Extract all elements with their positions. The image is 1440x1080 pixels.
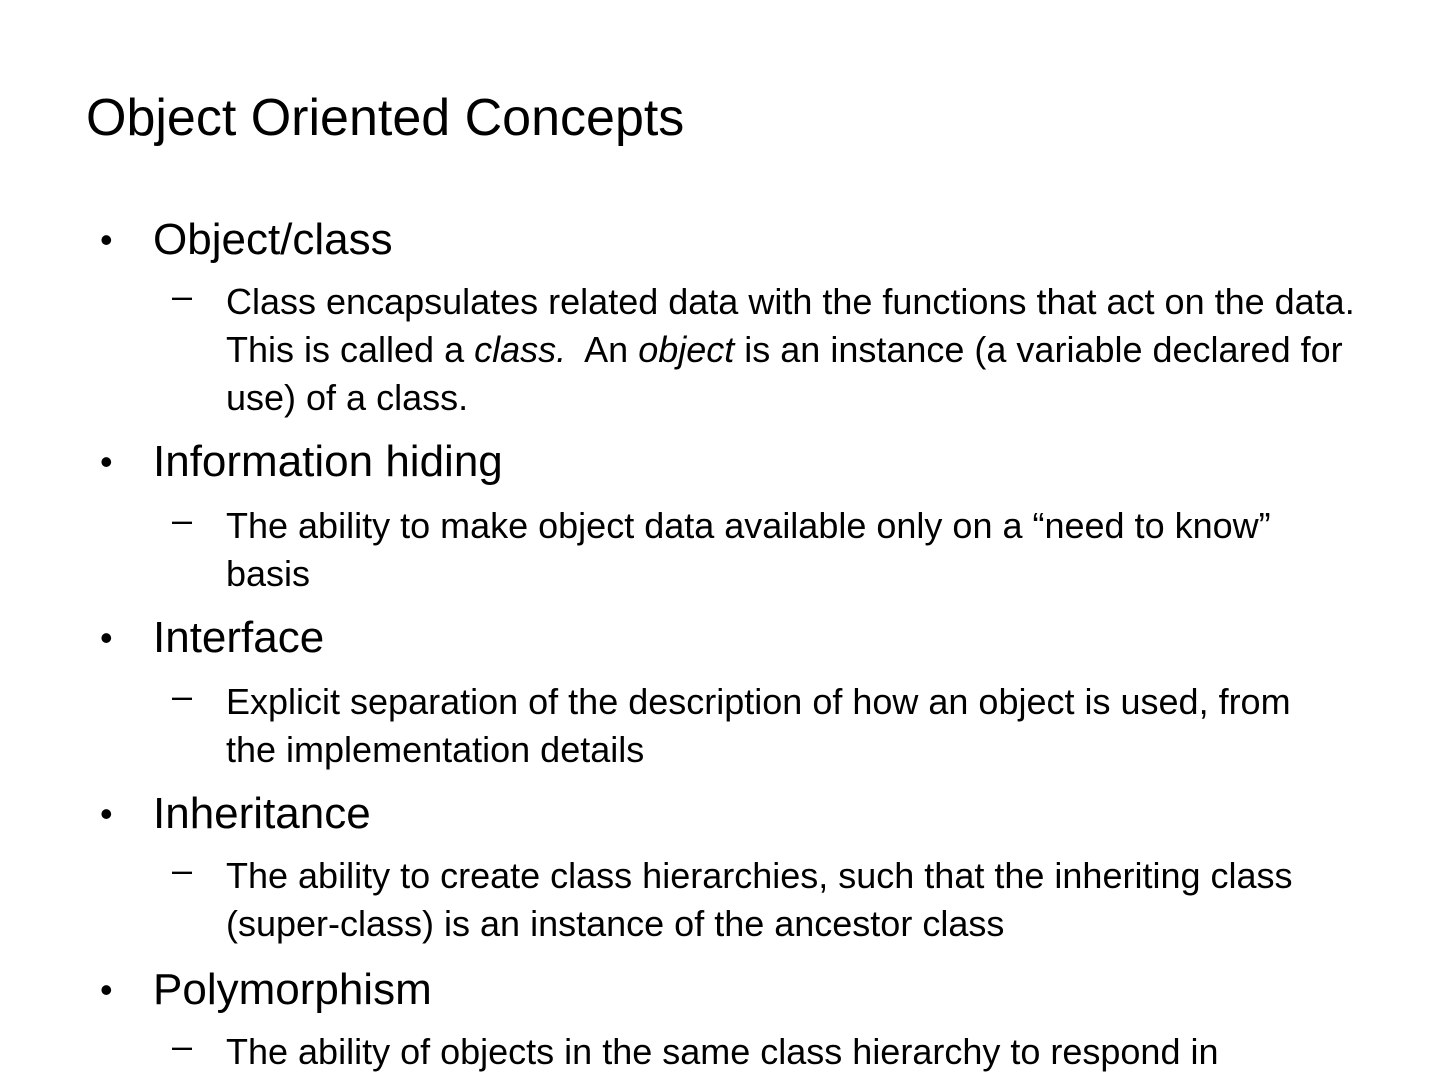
dash-icon: – [172,675,193,716]
sub-item-text: The ability to create class hierarchies, such that the inheriting class (super-class) is an instance of the ancestor class [226,855,1293,944]
bullet-heading: Polymorphism [153,965,432,1014]
dash-icon: – [172,275,193,316]
sub-item-text: Explicit separation of the description of how an object is used, from the implementation details [226,681,1291,770]
bullet-heading: Inheritance [153,789,371,838]
slide-title: Object Oriented Concepts [86,89,685,147]
bullet-heading: Object/class [153,215,393,264]
sub-item-text: Class encapsulates related data with the functions that act on the data. This is called a class. An object is an instance (a variable declared for use) of a class. [226,281,1355,418]
sub-item-text: The ability to make object data available only on a “need to know” basis [226,505,1271,594]
bullet-icon: • [100,441,113,482]
bullet-icon: • [100,793,113,834]
dash-icon: – [172,1025,193,1066]
dash-icon: – [172,499,193,540]
bullet-heading: Interface [153,613,325,662]
italic-term-object: object [638,329,735,370]
bullet-icon: • [100,617,113,658]
sub-item-text: The ability of objects in the same class hierarchy to respond in [226,1031,1219,1072]
bullet-icon: • [100,219,113,260]
dash-icon: – [172,849,193,890]
bullet-icon: • [100,969,113,1010]
italic-term-class: class. [474,329,567,370]
bullet-heading: Information hiding [153,437,503,486]
